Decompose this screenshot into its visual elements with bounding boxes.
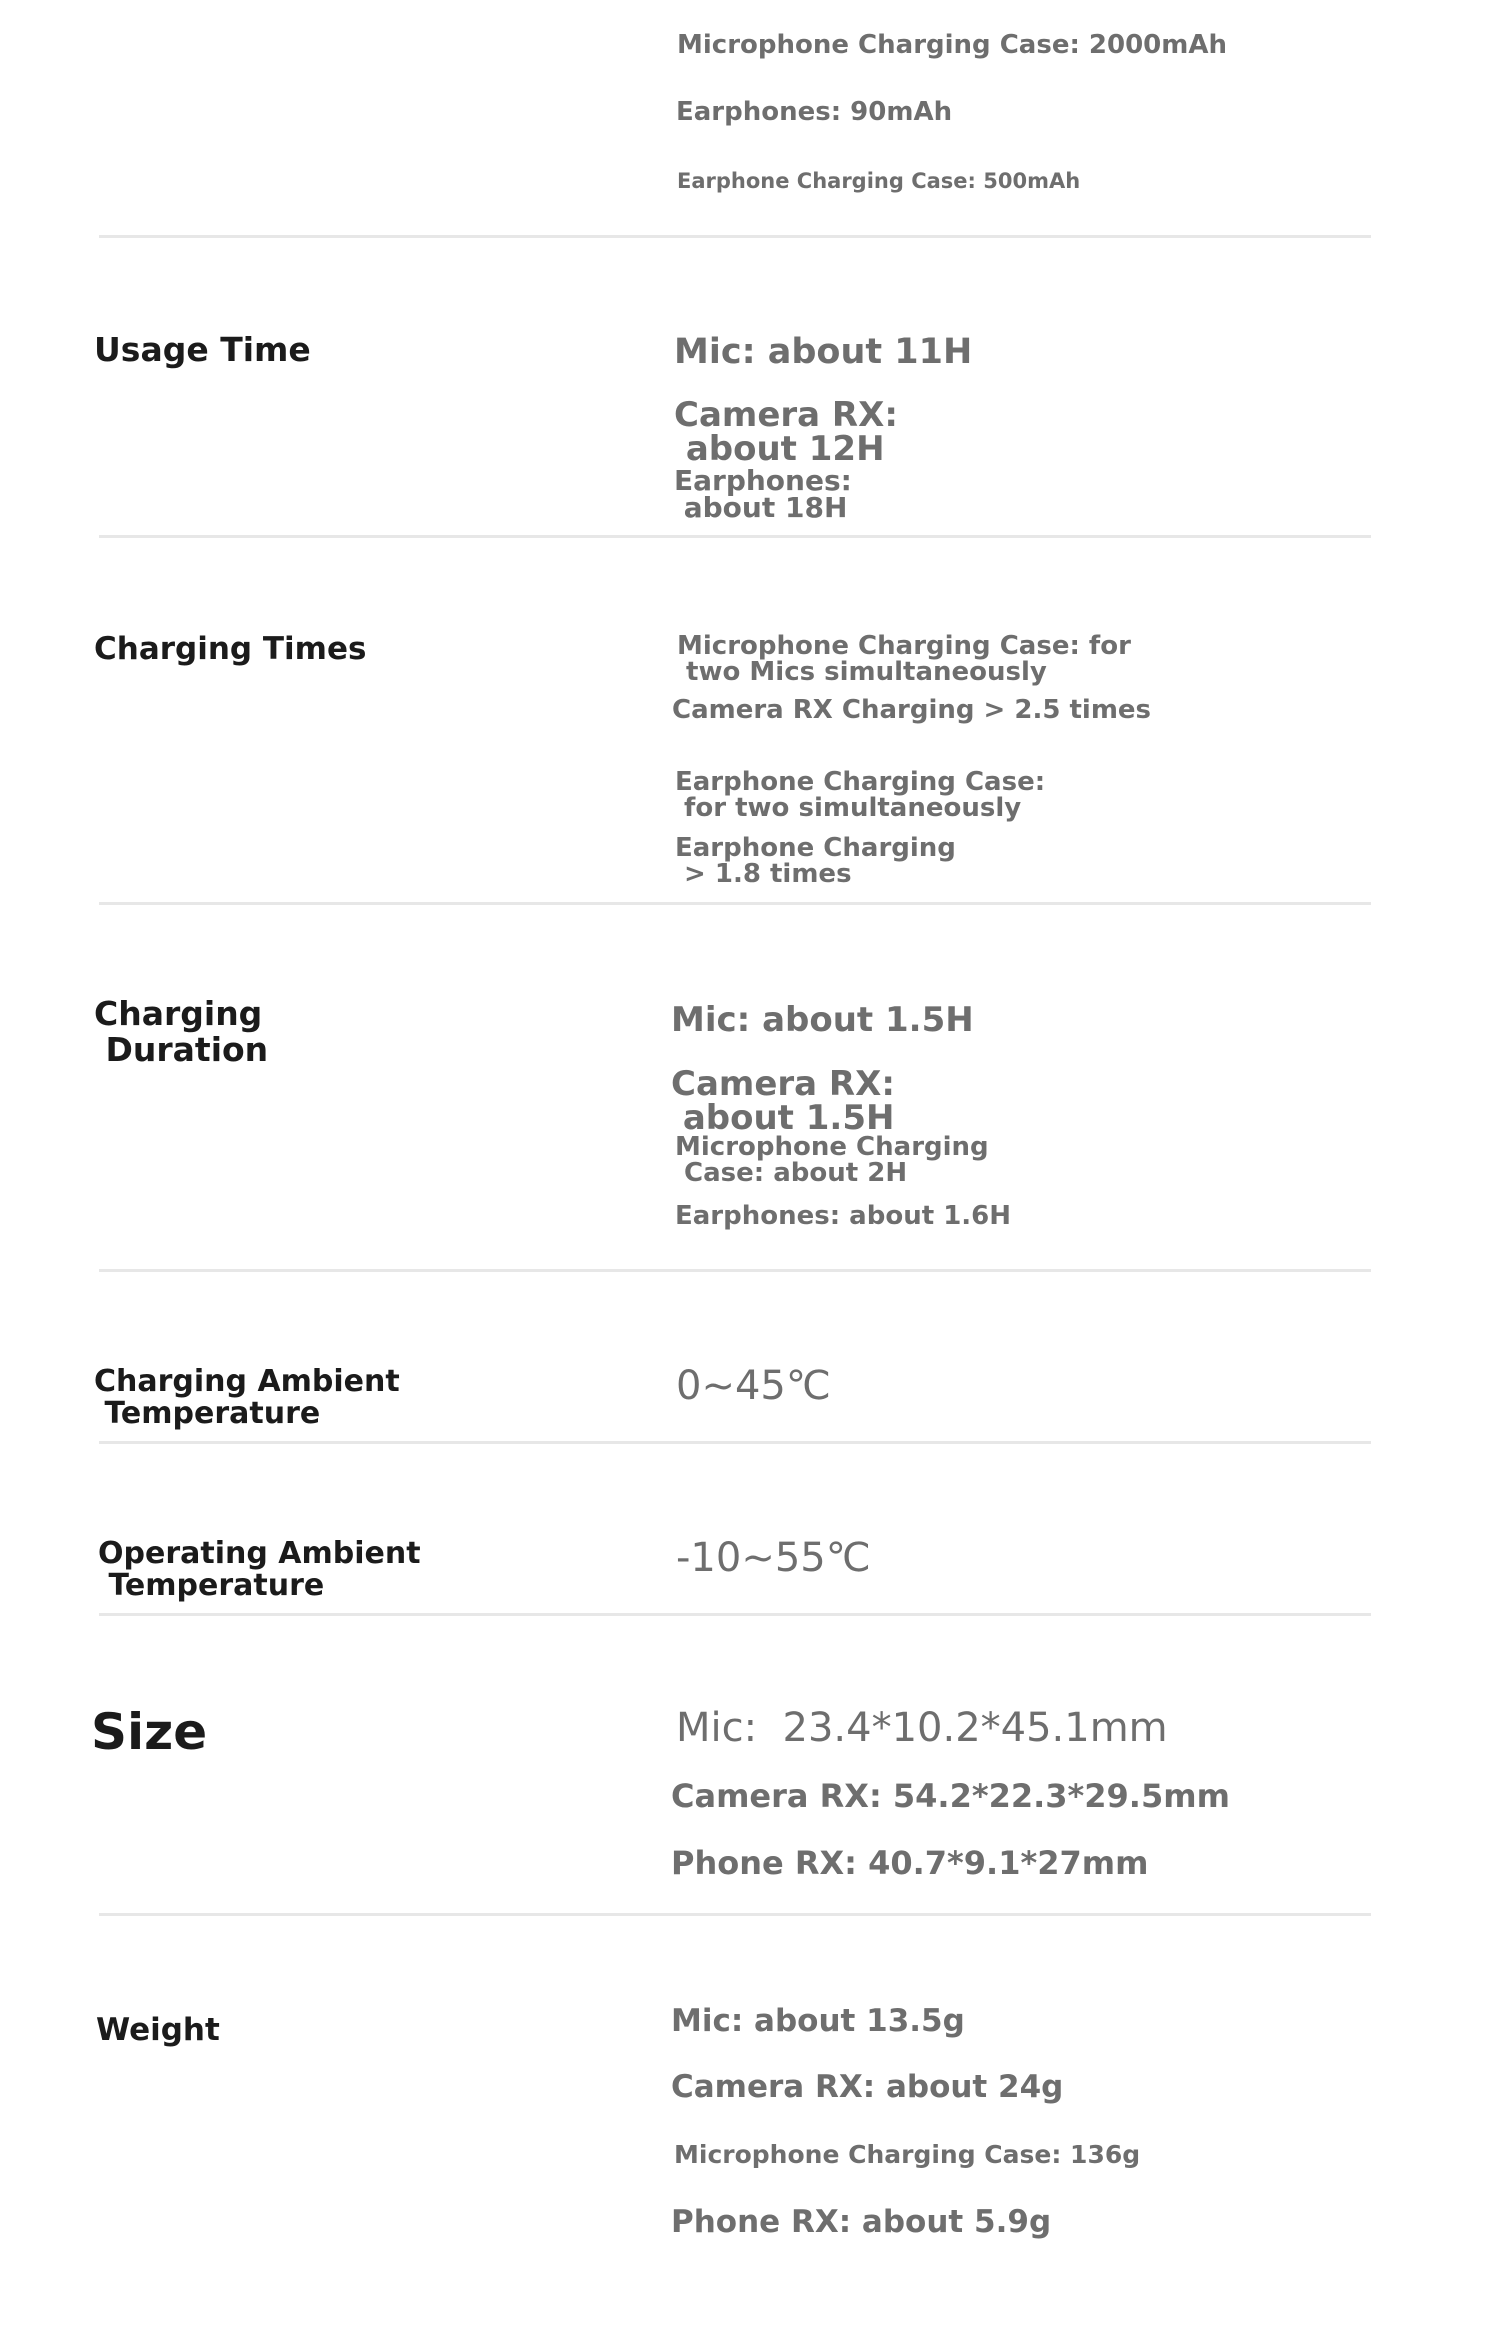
usage-camera-line1: Camera RX: (674, 395, 898, 435)
duration-mic-case-line2: Case: about 2H (675, 1158, 908, 1188)
times-mic-case-line1: Microphone Charging Case: for (677, 631, 1131, 661)
size-mic: Mic: 23.4*10.2*45.1mm (676, 1705, 1168, 1751)
divider (99, 235, 1371, 238)
times-ear-charge-line2: > 1.8 times (675, 859, 852, 889)
charging-temp-label-line2: Temperature (94, 1396, 321, 1431)
size-camera: Camera RX: 54.2*22.3*29.5mm (671, 1777, 1230, 1815)
duration-mic: Mic: about 1.5H (671, 1000, 974, 1040)
times-ear-case-line2: for two simultaneously (675, 793, 1022, 823)
charging-temp-label-line1: Charging Ambient (94, 1364, 400, 1399)
times-ear-charge-line1: Earphone Charging (675, 833, 956, 863)
divider (99, 902, 1371, 905)
weight-mic: Mic: about 13.5g (671, 2003, 965, 2039)
times-mic-case-line2: two Mics simultaneously (677, 657, 1047, 687)
divider (99, 1613, 1371, 1616)
size-label: Size (91, 1703, 208, 1761)
times-ear-case-line1: Earphone Charging Case: (675, 767, 1046, 797)
usage-camera-line2: about 12H (674, 429, 885, 469)
duration-label-line1: Charging (94, 994, 263, 1033)
duration-label-line2: Duration (94, 1030, 269, 1069)
usage-earphones-line2: about 18H (674, 491, 848, 524)
usage-earphones-line1: Earphones: (674, 464, 852, 497)
duration-mic-case-line1: Microphone Charging (675, 1132, 989, 1162)
operating-temp-value: -10~55℃ (676, 1535, 871, 1581)
weight-mic-case: Microphone Charging Case: 136g (674, 2140, 1141, 2169)
divider (99, 1441, 1371, 1444)
duration-earphones: Earphones: about 1.6H (675, 1201, 1012, 1231)
usage-mic: Mic: about 11H (674, 332, 973, 372)
weight-label: Weight (96, 2012, 220, 2048)
duration-camera-line1: Camera RX: (671, 1064, 895, 1104)
divider (99, 535, 1371, 538)
divider (99, 1913, 1371, 1916)
charging-temp-value: 0~45℃ (676, 1363, 831, 1409)
battery-mic-case: Microphone Charging Case: 2000mAh (677, 30, 1227, 60)
battery-earphones: Earphones: 90mAh (676, 97, 953, 127)
weight-camera: Camera RX: about 24g (671, 2069, 1064, 2105)
size-phone: Phone RX: 40.7*9.1*27mm (671, 1844, 1149, 1882)
duration-camera-line2: about 1.5H (671, 1098, 895, 1138)
operating-temp-label-line1: Operating Ambient (98, 1536, 421, 1571)
times-camera: Camera RX Charging > 2.5 times (672, 695, 1152, 725)
usage-time-label: Usage Time (94, 330, 311, 369)
charging-times-label: Charging Times (94, 631, 367, 667)
divider (99, 1269, 1371, 1272)
weight-phone: Phone RX: about 5.9g (671, 2204, 1052, 2240)
battery-earphone-case: Earphone Charging Case: 500mAh (677, 169, 1081, 193)
operating-temp-label-line2: Temperature (98, 1568, 325, 1603)
